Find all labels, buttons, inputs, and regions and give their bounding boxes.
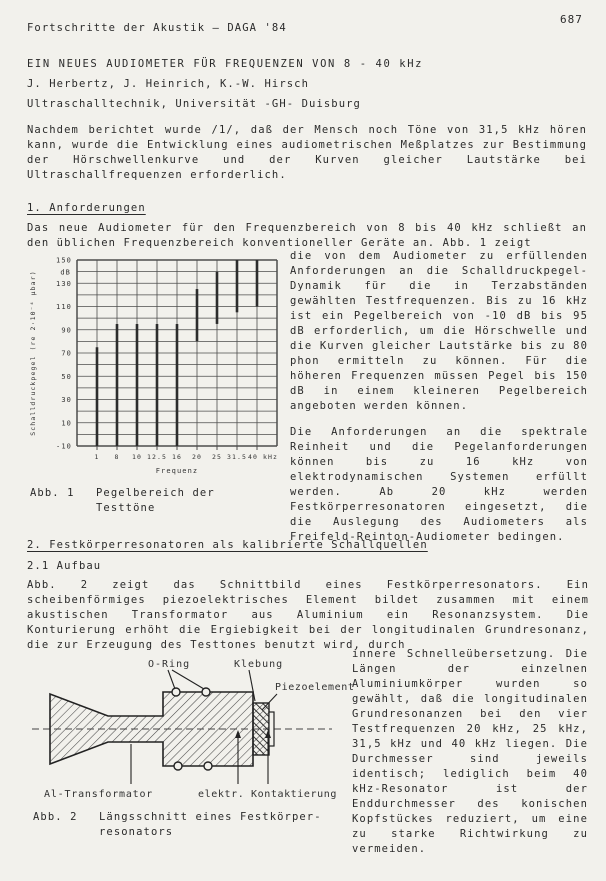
x-tick-label: 1: [94, 453, 100, 461]
figure-1-caption: [30, 486, 215, 516]
diagram-label-oring: O-Ring: [148, 659, 191, 670]
y-tick-label: -10: [56, 442, 72, 451]
o-ring-top-right: [202, 688, 210, 696]
o-ring-top-left: [172, 688, 180, 696]
diagram-label-piezoelement: Piezoelement: [275, 682, 355, 693]
y-tick-label: 30: [61, 396, 72, 404]
y-tick-label: 90: [61, 326, 72, 335]
author-line: J. Herbertz, J. Heinrich, K.-W. Hirsch: [27, 78, 310, 90]
paragraph: Die Anforderungen an die spektrale Reinheit und die Pegelanforderungen können bis zu 16 kHz von elektrodynamischen Systemen erfüllt werden. Ab 20 kHz werden Festkörperresonatoren eingesetzt, die die Auslegung des Audiometers als Freifeld-Reinton-Audiometer bedingen.: [290, 426, 588, 543]
caption-text: Längsschnitt eines Festkörper- resonators: [99, 811, 322, 838]
section-2-column: [352, 647, 588, 868]
y-tick-label: 10: [61, 419, 72, 428]
y-tick-label: 50: [61, 372, 72, 381]
x-tick-label: 8: [114, 453, 120, 461]
journal-header: Fortschritte der Akustik – DAGA '84: [27, 22, 287, 34]
leader-oring-1: [168, 670, 175, 689]
paragraph: innere Schnelleübersetzung. Die Längen der einzelnen Aluminiumkörper wurden so gewählt, daß die longitudinalen Grundresonanzen bei den vier Testfrequenzen 20 kHz, 25 kHz, 31,5 kHz und 40 kHz liegen. Die Durchmesser sind jeweils identisch; lediglich beim 40 kHz-Resonator ist der Enddurchmesser des konischen Kopfstückes reduziert, um eine zu starke Richtwirkung zu vermeiden.: [352, 648, 588, 855]
figure-2-caption: [33, 810, 322, 840]
affiliation-line: Ultraschalltechnik, Universität -GH- Duisburg: [27, 98, 361, 110]
section-2-intro: Abb. 2 zeigt das Schnittbild eines Festkörperresonators. Ein scheibenförmiges piezoelektrisches Element bildet zusammen mit einem akustischen Transformator aus Aluminium ein Resonanzsystem. Die Konturierung erhöht die Ergiebigkeit bei der longitudinalen Grundresonanz, die zur Erzeugung des Testtones benutzt wird, durch: [27, 579, 589, 651]
y-tick-label: 70: [61, 349, 72, 358]
y-unit-label: dB: [60, 268, 71, 277]
o-ring-bottom-right: [204, 762, 212, 770]
section-1-heading: 1. Anforderungen: [27, 202, 146, 214]
x-axis-title: Frequenz: [155, 467, 199, 475]
resonator-diagram: [28, 656, 363, 806]
leader-oring-2: [172, 670, 204, 689]
level-range-chart: [22, 252, 292, 488]
piezo-disc: [253, 703, 269, 755]
caption-text: Pegelbereich der Testtöne: [96, 487, 215, 514]
diagram-label-al-transformator: Al-Transformator: [44, 789, 154, 800]
caption-label: Abb. 1: [30, 487, 75, 499]
abstract-paragraph: Nachdem berichtet wurde /1/, daß der Mensch noch Töne von 31,5 kHz hören kann, wurde die Entwicklung eines audiometrischen Meßplatzes zur Bestimmung der Hörschwellenkurve und der Kurven gleicher Lautstärke bei Ultraschallfrequenzen erforderlich.: [27, 124, 587, 181]
section-2-heading: 2. Festkörperresonatoren als kalibrierte Schallquellen: [27, 539, 428, 551]
page-number: 687: [560, 13, 583, 26]
x-tick-label: 40 kHz: [247, 453, 279, 461]
electrode-cap: [269, 712, 274, 746]
y-axis-title: Schalldruckpegel (re 2·10⁻⁴ μbar): [29, 270, 37, 436]
y-tick-label: 110: [56, 303, 72, 311]
x-tick-label: 31.5: [226, 453, 248, 461]
o-ring-bottom-left: [174, 762, 182, 770]
aluminium-transformer-body: [50, 692, 253, 766]
x-tick-label: 10: [131, 453, 143, 461]
y-tick-label: 150: [56, 256, 72, 265]
paragraph: die von dem Audiometer zu erfüllenden Anforderungen an die Schalldruckpegel-Dynamik für die in Terzabständen gewählten Testfrequenzen. Bis zu 16 kHz ist ein Pegelbereich von -10 dB bis 95 dB erforderlich, um die Hörschwelle und die Kurven gleicher Lautstärke bis zu 80 phon ermitteln zu können. Für die höheren Frequenzen müssen Pegel bis 150 dB in einem kleineren Pegelbereich angeboten werden können.: [290, 250, 588, 412]
section-1-column: [290, 249, 588, 556]
section-2-subheading: 2.1 Aufbau: [27, 560, 102, 572]
paper-title: EIN NEUES AUDIOMETER FÜR FREQUENZEN VON 8 - 40 kHz: [27, 58, 424, 70]
x-tick-label: 20: [191, 453, 203, 461]
x-tick-label: 25: [211, 453, 223, 461]
diagram-label-kontaktierung: elektr. Kontaktierung: [198, 789, 338, 800]
x-tick-label: 12.5: [146, 453, 168, 461]
section-1-intro: Das neue Audiometer für den Frequenzbereich von 8 bis 40 kHz schließt an den üblichen Frequenzbereich konventioneller Geräte an. Abb. 1 zeigt: [27, 222, 587, 249]
x-tick-label: 16: [171, 453, 183, 461]
caption-label: Abb. 2: [33, 811, 78, 823]
diagram-label-klebung: Klebung: [234, 659, 284, 670]
y-tick-label: 130: [56, 279, 72, 288]
